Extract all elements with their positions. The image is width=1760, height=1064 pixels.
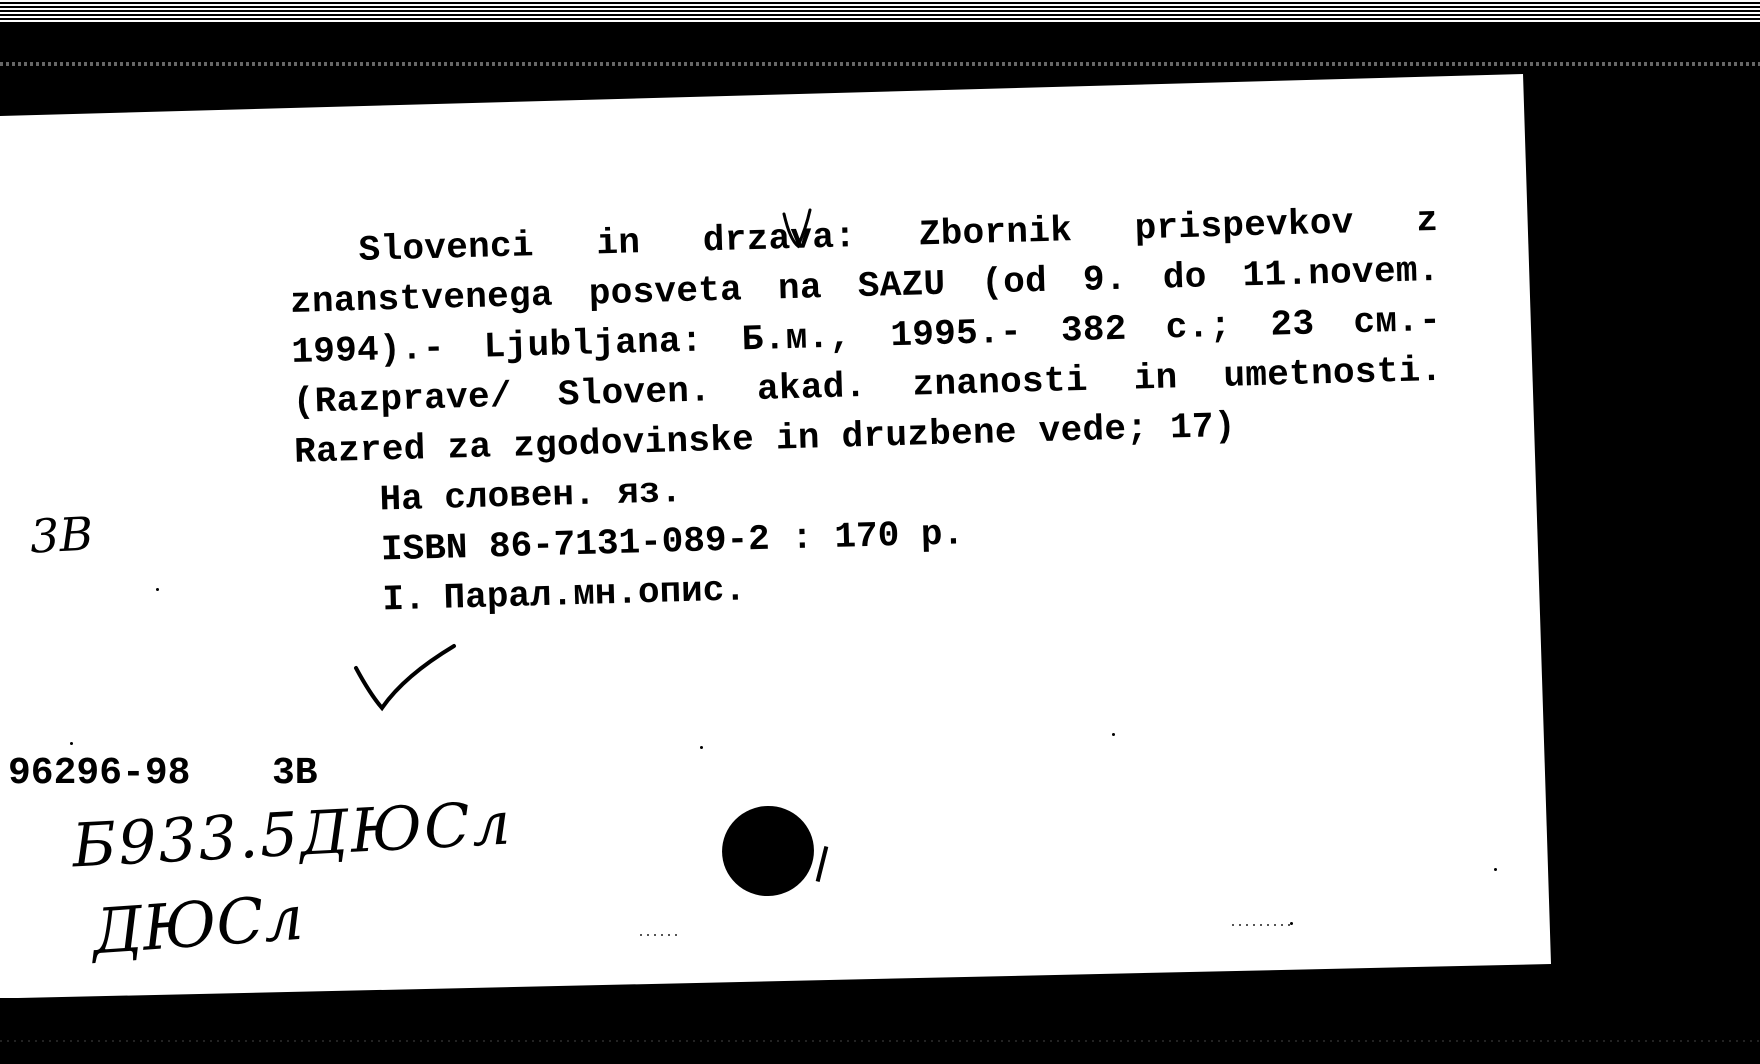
handwritten-margin-code: 3В [28, 506, 95, 564]
bibliographic-entry [288, 196, 1449, 628]
handwritten-check-mark-icon [778, 206, 818, 256]
scan-noise [0, 1040, 1760, 1042]
paper-speck [1494, 868, 1497, 871]
accession-number: 96296-98 [8, 752, 191, 795]
main-entry-text: Slovenci in drzava: Zbornik prispevkov z znanstvenega posveta na SAZU (od 9. do 11.novem. 1994).- Ljubljana: Б.м., 1995.- 382 с.; 23 см.- (Razprave/ Sloven. akad. znanosti in umetnosti. Razred za zgodovinske in druzbene vede; 17) [289, 199, 1443, 473]
parallel-roman-numeral: I. [381, 578, 427, 621]
language-note: На словен. яз. [379, 471, 683, 521]
handwritten-class-number: Б933.5ДЮСл [70, 788, 514, 882]
handwritten-tick-mark-icon [352, 640, 462, 712]
paper-speck [700, 746, 703, 749]
department-code: 3В [272, 752, 318, 795]
parallel-description-text: Парал.мн.опис. [443, 569, 747, 619]
paper-speck [70, 742, 73, 745]
handwritten-shelf-mark: ДЮСл [89, 880, 306, 969]
paper-speck [156, 588, 159, 591]
isbn-line: ISBN 86-7131-089-2 : 170 р. [380, 513, 965, 571]
scan-noise [1232, 924, 1292, 926]
paper-speck [1112, 733, 1115, 736]
scan-noise [640, 934, 680, 936]
